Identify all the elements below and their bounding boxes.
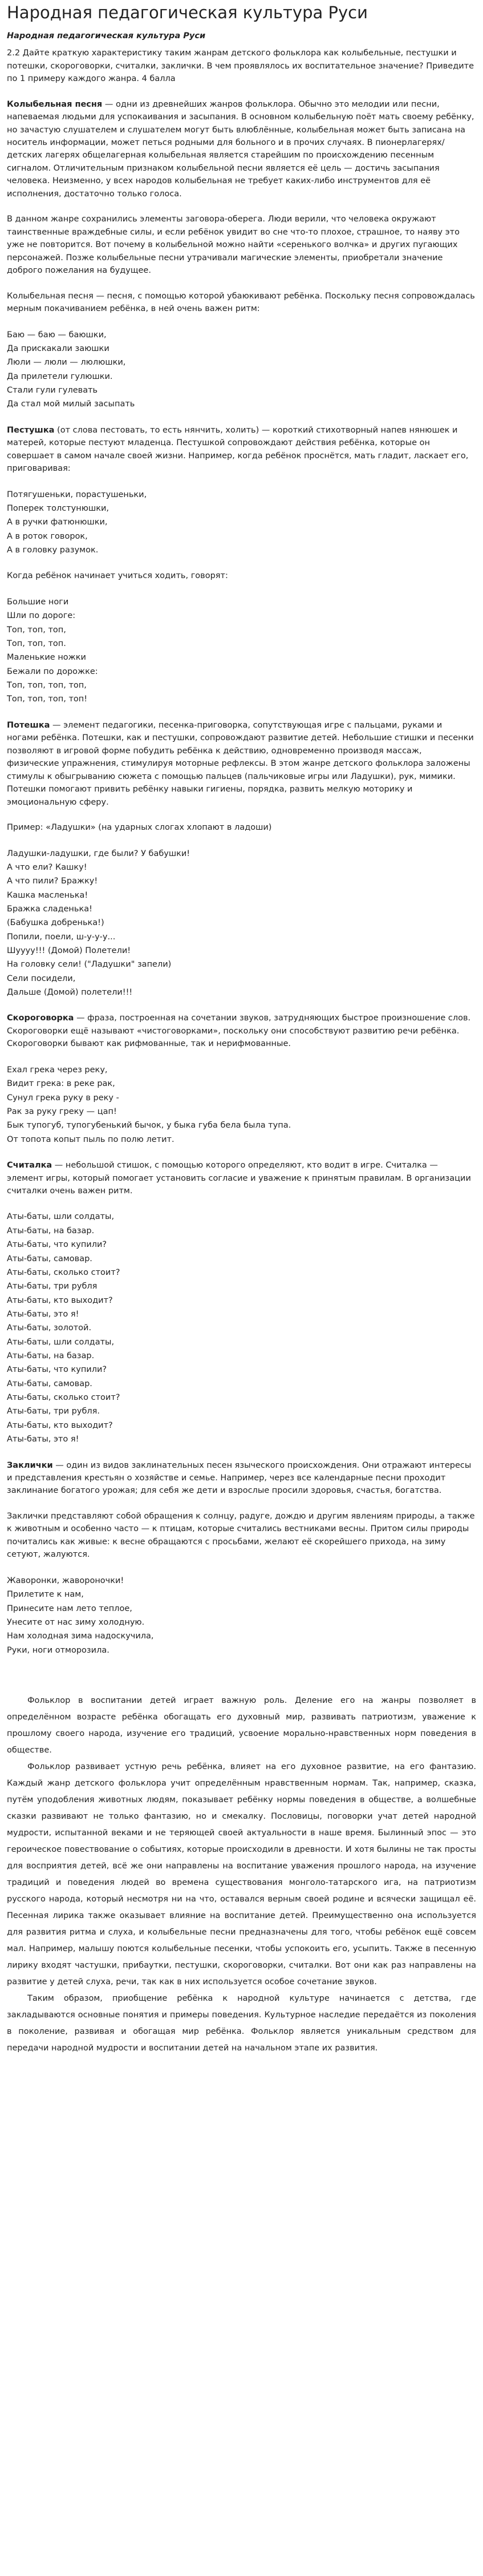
verse-line: Стали гули гулевать <box>7 386 98 395</box>
verse-line: Топ, топ, топ, топ, <box>7 681 87 691</box>
verse-line: Аты-баты, это я! <box>7 1435 79 1444</box>
verse-line: Шуууу!!! (Домой) Полетели! <box>7 946 131 956</box>
verse-line: Ехал грека через реку, <box>7 1065 108 1075</box>
verse-line: Аты-баты, на базар. <box>7 1226 95 1235</box>
verse-line: Аты-баты, на базар. <box>7 1351 95 1361</box>
zaklichki-text: — один из видов заклинательных песен языческого происхождения. Они отражают интересы и представления крестьян о хозяйстве и семье. Например, через все календарные песни проходит заклинание богатого урожая; для себя же дети и взрослые просили здоровья, счастья, богатства. <box>7 1460 472 1496</box>
skorogovorka-text: — фраза, построенная на сочетании звуков, затрудняющих быстрое произношение слов. Скороговорки ещё называют «чистоговорками», поскольку они способствуют развитию речи ребёнка. Скороговорки бывают как рифмованные, так и нерифмованные. <box>7 1014 471 1049</box>
essay-paragraph: Фольклор развивает устную речь ребёнка, влияет на его духовное развитие, на его фантазию. Каждый жанр детского фольклора учит определённым нравственным нормам. Так, например, сказка, путём уподобления животных людям, показывает ребёнку нормы поведения в обществе, а волшебные сказки развивают не только фантазию, но и смекалку. Пословицы, поговорки учат детей народной мудрости, испытанной веками и не теряющей своей актуальности в наше время. Былинный эпос — это героическое повествование о событиях, которые происходили в древности. И хотя былины не так просты для восприятия детей, всё же они направлены на воспитание уважения прошлого народа, на изучение традиций и поведения людей во времена существования монголо-татарского ига, на патриотизм русского народа, который несмотря ни на что, оставался верным своей родине и всячески защищал её. Песенная лирика также оказывает влияние на воспитание детей. Преимущественно она используется для развития ритма и слуха, и колыбельные песни предназначены для того, чтобы ребёнок ещё совсем мал. Например, малышу поются колыбельные песенки, чтобы успокоить его, усыпить. Также в песенную лирику входят частушки, прибаутки, пестушки, скороговорки, считалки. Вот они как раз направлены на развитие у детей слуха, речи, так как в них используется особое сочетание звуков. <box>7 1762 476 1986</box>
verse-line: Рак за руку греку — цап! <box>7 1107 117 1116</box>
verse-line: Сели посидели, <box>7 974 76 983</box>
verse-line: Дальше (Домой) полетели!!! <box>7 988 133 998</box>
poteshka-verse <box>7 847 476 1000</box>
verse-line: Аты-баты, кто выходит? <box>7 1295 113 1305</box>
lullaby-verse <box>7 328 476 411</box>
verse-line: Жаворонки, жавороночки! <box>7 1576 124 1585</box>
poteshka-term: Потешка <box>7 720 50 730</box>
verse-line: Ладушки-ладушки, где были? У бабушки! <box>7 849 190 858</box>
verse-line: Нам холодная зима надоскучила, <box>7 1632 154 1641</box>
schitalka-verse <box>7 1210 476 1446</box>
verse-line: Поперек толстунюшки, <box>7 503 109 513</box>
zaklichki-verse <box>7 1574 476 1657</box>
verse-line: Да прискакали заюшки <box>7 344 109 353</box>
verse-line: Видит грека: в реке рак, <box>7 1079 115 1089</box>
verse-line: От топота копыт пыль по полю летит. <box>7 1134 174 1144</box>
verse-line: Аты-баты, кто выходит? <box>7 1420 113 1430</box>
essay-paragraph: Таким образом, приобщение ребёнка к народной культуре начинается с детства, где закладываются основные понятия и примеры поведения. Культурное наследие передаётся из поколения в поколение, развивая и обогащая мир ребёнка. Фольклор является уникальным средством для передачи народной мудрости и воспитании детей на начальном этапе их развития. <box>7 1993 476 2053</box>
zaklichki-definition <box>7 1459 476 1497</box>
lullaby-paragraph-3: Колыбельная песня — песня, с помощью которой убаюкивают ребёнка. Поскольку песня сопровождалась мерным покачиванием ребёнка, в ней очень важен ритм: <box>7 291 475 314</box>
verse-line: Топ, топ, топ. <box>7 639 66 648</box>
verse-line: Аты-баты, что купили? <box>7 1365 107 1375</box>
poteshka-text: — элемент педагогики, песенка-приговорка, сопутствующая игре с пальцами, руками и ногами ребёнка. Потешки, как и пестушки, сопровождают развитие детей. Небольшие стишки и песенки позволяют в игровой форме побудить ребёнка к действию, одновременно производя массаж, физические упражнения, стимулируя моторные рефлексы. В этом жанре детского фольклора заложены стимулы к обыгрыванию сюжета с помощью пальцев (пальчиковые игры или Ладушки), рук, мимики. Потешки помогают привить ребёнку навыки гигиены, порядка, развить мелкую моторику и эмоциональную сферу. <box>7 720 474 807</box>
pestushka-term: Пестушка <box>7 425 55 435</box>
verse-line: Аты-баты, самовар. <box>7 1379 92 1388</box>
verse-line: Топ, топ, топ, <box>7 625 66 635</box>
verse-line: Маленькие ножки <box>7 653 86 663</box>
verse-line: Прилетите к нам, <box>7 1590 84 1600</box>
verse-line: А в ручки фатюнюшки, <box>7 518 108 527</box>
lullaby-term: Колыбельная песня <box>7 99 103 109</box>
verse-line: Кашка масленька! <box>7 890 88 900</box>
poteshka-definition <box>7 719 476 809</box>
verse-line: Баю — баю — баюшки, <box>7 330 107 340</box>
verse-line: Аты-баты, шли солдаты, <box>7 1212 115 1222</box>
verse-line: Аты-баты, золотой. <box>7 1323 92 1333</box>
schitalka-text: — небольшой стишок, с помощью которого определяют, кто водит в игре. Считалка — элемент игры, который помогает установить согласие и уважение к принятым правилам. В организации считалки очень важен ритм. <box>7 1161 471 1196</box>
zaklichki-paragraph-2: Заклички представляют собой обращения к солнцу, радуге, дождю и другим явлениям природы, а также к животным и особенно часто — к птицам, которые считались вестниками весны. Притом силы природы почитались как живые: к весне обращаются с просьбами, желают её скорейшего прихода, на зиму сетуют, жалуются. <box>7 1511 475 1560</box>
skorogovorka-definition <box>7 1012 476 1050</box>
verse-line: А в головку разумок. <box>7 546 99 555</box>
verse-line: Руки, ноги отморозила. <box>7 1645 109 1655</box>
schitalka-definition <box>7 1159 476 1197</box>
verse-line: Большие ноги <box>7 597 69 607</box>
verse-line: Аты-баты, это я! <box>7 1309 79 1319</box>
verse-line: Да стал мой милый засыпать <box>7 399 135 409</box>
lullaby-paragraph-2: В данном жанре сохранились элементы заговора-оберега. Люди верили, что человека окружают таинственные враждебные силы, и если ребёнок увидит во сне что-то плохое, страшное, то наяву это уже не повторится. Вот почему в колыбельной можно найти «серенького волчка» и других пугающих персонажей. Позже колыбельные песни утрачивали магические элементы, приобретали значение доброго пожелания на будущее. <box>7 215 460 276</box>
verse-line: Шли по дороге: <box>7 611 76 621</box>
lullaby-definition <box>7 98 476 201</box>
verse-line: Аты-баты, самовар. <box>7 1254 92 1263</box>
verse-line: Сунул грека руку в реку - <box>7 1093 119 1103</box>
verse-line: Принесите нам лето теплое, <box>7 1604 132 1613</box>
section-spacer <box>7 1670 476 1693</box>
verse-line: Аты-баты, три рубля. <box>7 1407 100 1416</box>
page-title: Народная педагогическая культура Руси <box>7 3 368 22</box>
verse-line: На головку сели! ("Ладушки" запели) <box>7 960 172 970</box>
page <box>0 2 483 2080</box>
verse-line: Попили, поели, ш-у-у-у... <box>7 932 116 942</box>
verse-line: Аты-баты, сколько стоит? <box>7 1393 120 1403</box>
lullaby-text: — одни из древнейших жанров фольклора. Обычно это мелодии или песни, напеваемая людьми для успокаивания и засыпания. В основном колыбельную поёт мать своему ребёнку, но зачастую слушателем и слушателем могут быть влюблённые, колыбельная может быть записана на носитель информации, может петься родными для больного и в прочих случаях. В пионерлагерях/ детских лагерях общелагерная колыбельная является старейшим по происхождению песенным сигналом. Отличительным признаком колыбельной песни является её цель — достичь засыпания человека. Неизменно, у всех народов колыбельная не требует каких-либо инструментов для её исполнения, достаточно только голоса. <box>7 99 474 199</box>
verse-line: А что пили? Бражку! <box>7 877 98 886</box>
verse-line: Люли — люли — люлюшки, <box>7 358 126 368</box>
pestushka-definition <box>7 424 476 475</box>
verse-line: Аты-баты, сколько стоит? <box>7 1267 120 1277</box>
essay-section <box>7 1693 476 2057</box>
verse-line: Бражка сладенька! <box>7 904 92 914</box>
skorogovorka-term: Скороговорка <box>7 1014 74 1023</box>
pestushka-verse-1 <box>7 488 476 558</box>
verse-line: А в роток говорок, <box>7 531 88 541</box>
verse-line: Унесите от нас зиму холодную. <box>7 1617 145 1627</box>
zaklichki-term: Заклички <box>7 1460 53 1470</box>
verse-line: Топ, топ, топ, топ! <box>7 695 88 704</box>
subtitle: Народная педагогическая культура Руси <box>7 31 206 41</box>
pestushka-intro-2: Когда ребёнок начинает учиться ходить, говорят: <box>7 571 228 581</box>
schitalka-term: Считалка <box>7 1161 52 1170</box>
verse-line: Аты-баты, шли солдаты, <box>7 1337 115 1347</box>
verse-line: (Бабушка добренька!) <box>7 918 104 928</box>
verse-line: А что ели? Кашку! <box>7 862 87 872</box>
verse-line: Аты-баты, три рубля <box>7 1282 98 1291</box>
essay-paragraph: Фольклор в воспитании детей играет важную роль. Деление его на жанры позволяет в определённом возрасте ребёнка обогащать его духовный мир, развивать патриотизм, уважение к прошлому своего народа, изучение его традиций, усвоение морально-нравственных норм поведения в обществе. <box>7 1695 476 1755</box>
verse-line: Бежали по дорожке: <box>7 667 98 676</box>
poteshka-intro: Пример: «Ладушки» (на ударных слогах хлопают в ладоши) <box>7 823 272 833</box>
verse-line: Потягушеньки, порастушеньки, <box>7 490 147 499</box>
verse-line: Да прилетели гулюшки. <box>7 372 113 381</box>
pestushka-text: (от слова пестовать, то есть нянчить, холить) — короткий стихотворный напев нянюшек и матерей, которые пестуют младенца. Пестушкой сопровождают действия ребёнка, которые он совершает в самом начале своей жизни. Например, когда ребёнок проснётся, мать гладит, ласкает его, приговаривая: <box>7 425 469 474</box>
skorogovorka-verse <box>7 1063 476 1146</box>
task-text: 2.2 Дайте краткую характеристику таким жанрам детского фольклора как колыбельные, пестушки и потешки, скороговорки, считалки, заклички. В чем проявлялось их воспитательное значение? Приведите по 1 примеру каждого жанра. 4 балла <box>7 49 474 84</box>
verse-line: Бык тупогуб, тупогубенький бычок, у быка губа бела была тупа. <box>7 1121 291 1130</box>
pestushka-verse-2 <box>7 595 476 706</box>
verse-line: Аты-баты, что купили? <box>7 1240 107 1250</box>
